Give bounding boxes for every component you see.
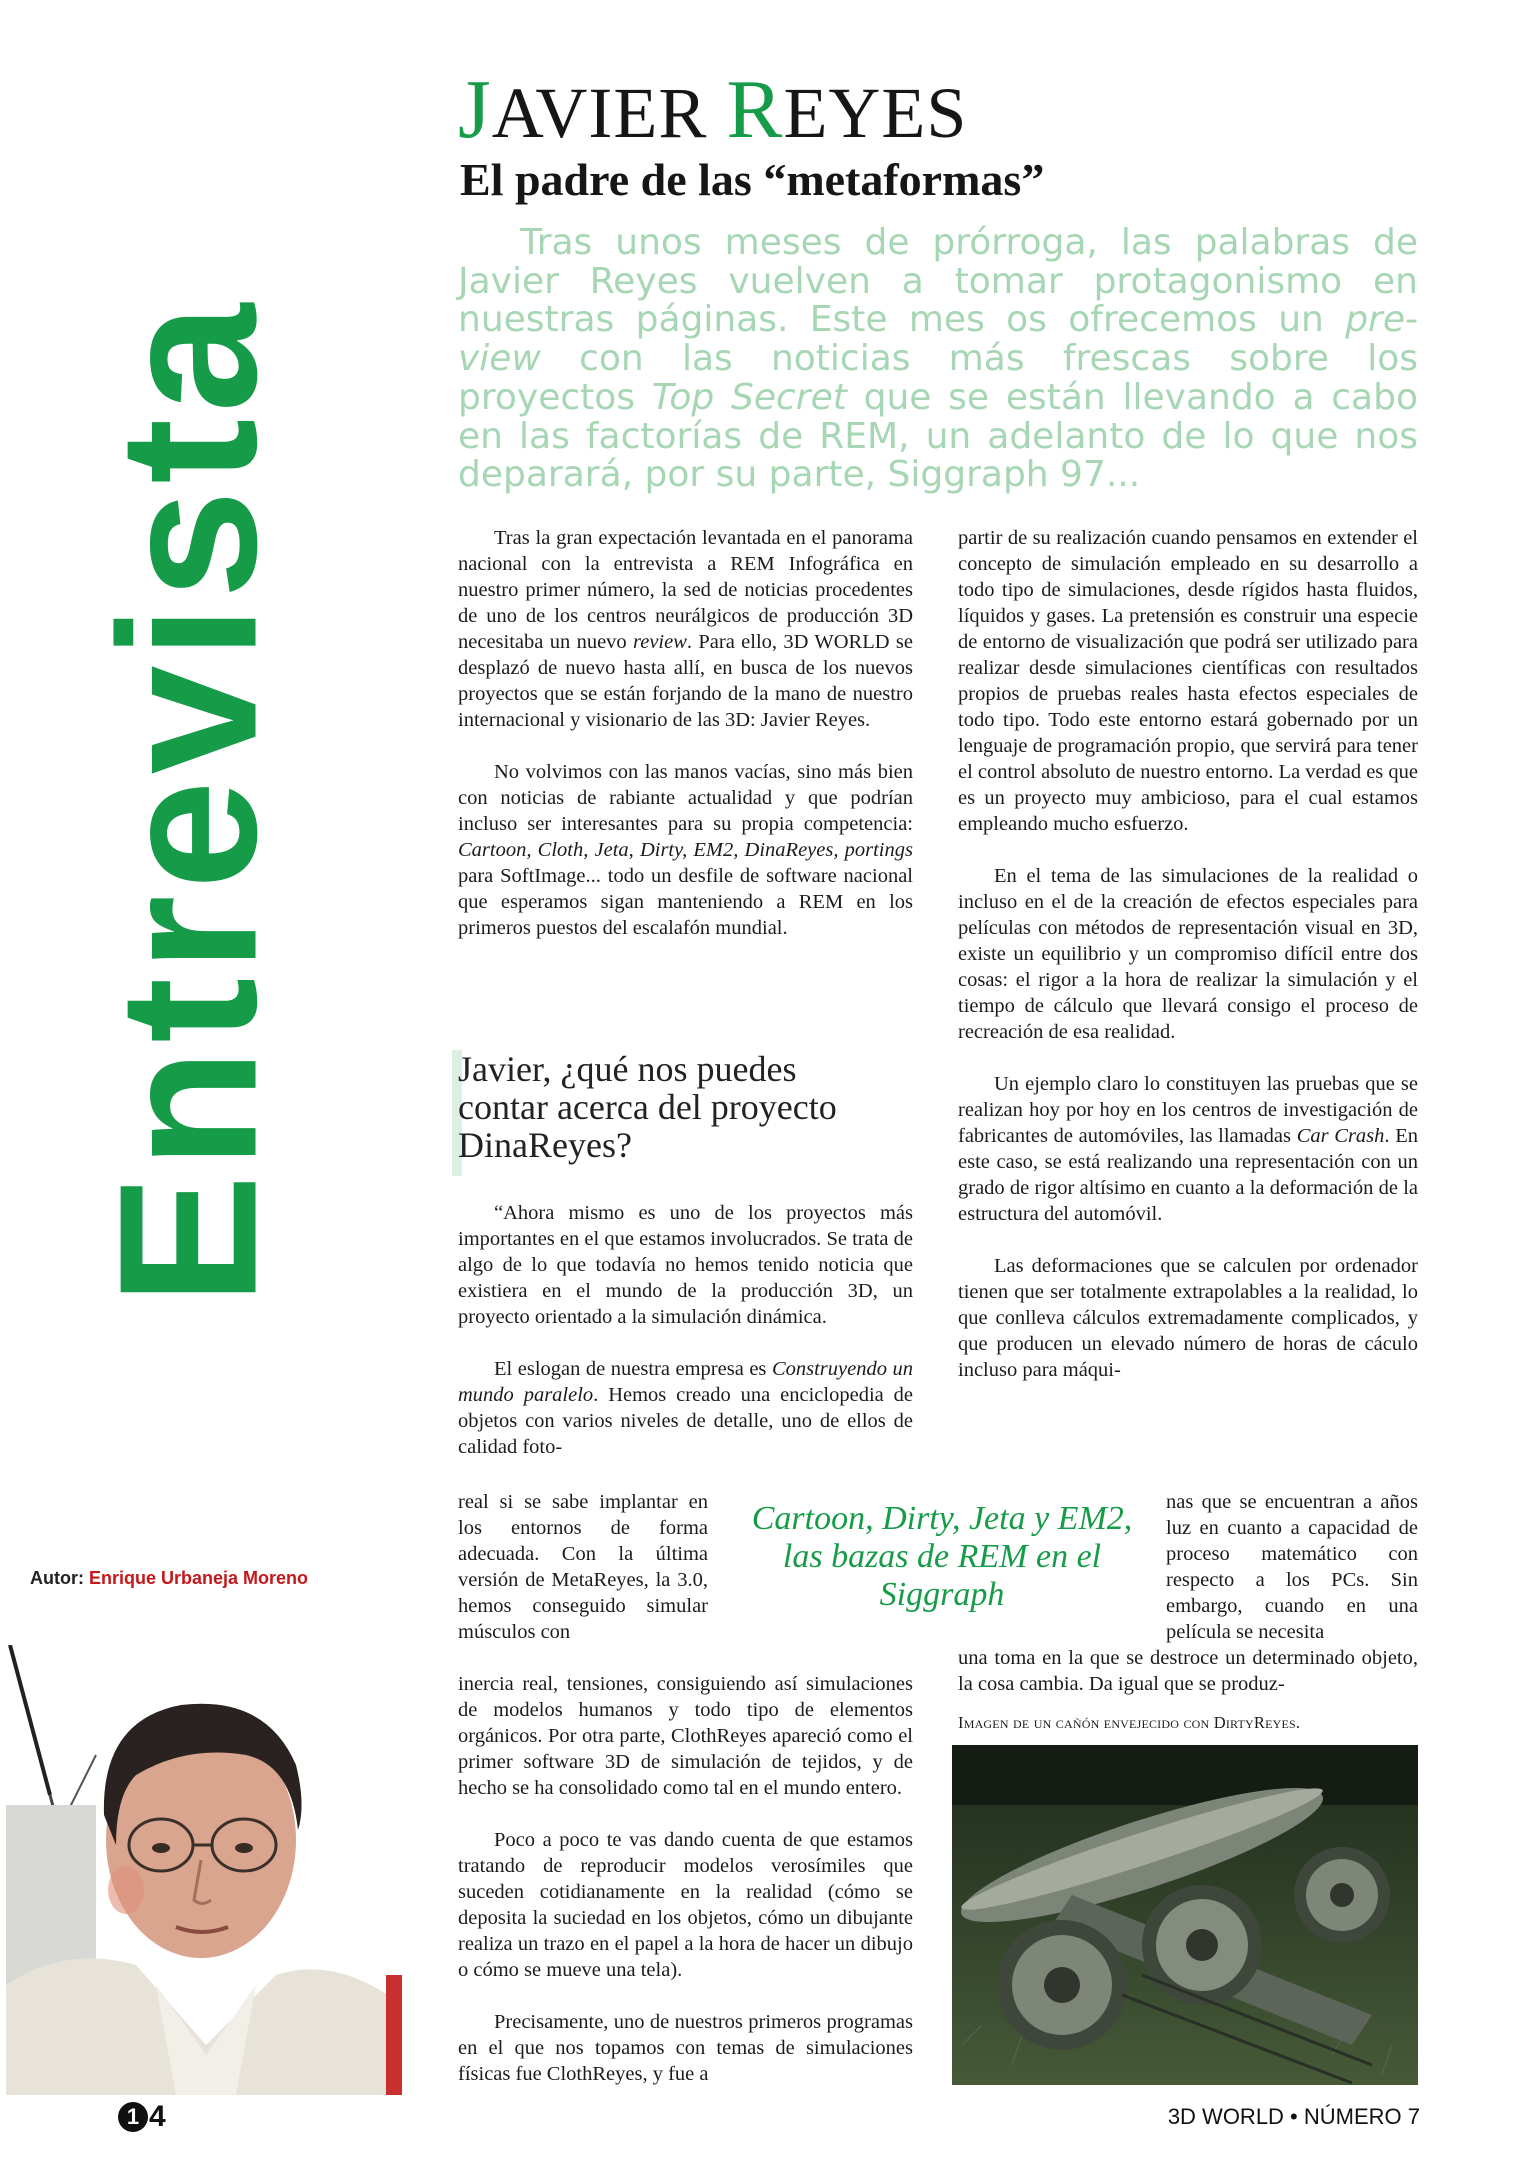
author-label: Autor: (30, 1568, 84, 1588)
right-p5: una toma en la que se destroce un determinado objeto, la cosa cambia. Da igual que se produz- (958, 1647, 1418, 1695)
body-column-right-continued (958, 1645, 1418, 1697)
title-first-rest: AVIER (491, 73, 727, 153)
answer-p4: Poco a poco te vas dando cuenta de que estamos tratando de reproducir modelos verosímiles que suceden cotidianamente en la realidad (cómo se deposita la suciedad en los objetos, cómo un dibujante realiza un trazo en el papel a la hora de hacer un dibujo o cómo se mueve una tela). (458, 1829, 913, 1981)
magazine-issue: 3D WORLD • NÚMERO 7 (1167, 2104, 1420, 2129)
lead-em-2: Top Secret (651, 376, 847, 418)
lead-text-2: con las noticias más frescas sobre los proyectos (458, 338, 1418, 418)
title-initial-j: J (458, 63, 492, 156)
lead-text-3: que se están llevando a cabo en las factorías de REM, un adelanto de lo que nos deparará, por su parte, Siggraph 97... (458, 376, 1418, 496)
intro-p2-em: Cartoon, Cloth, Jeta, Dirty, EM2, DinaReyes, portings (458, 839, 913, 861)
answer-p5: Precisamente, uno de nuestros primeros programas en el que nos topamos con temas de simulaciones físicas fue ClothReyes, y fue a (458, 2011, 913, 2085)
article-title (458, 63, 968, 156)
lead-em-1: pre-view (458, 299, 1418, 380)
wrap-text-left (458, 1489, 708, 1645)
answer-p3: inercia real, tensiones, consiguiendo así simulaciones de modelos humanos y todo tipo de elementos orgánicos. Por otra parte, ClothReyes apareció como el primer software 3D de simulación de tejidos, y de hecho se ha consolidado como tal en el mundo entero. (458, 1673, 913, 1799)
answer-column-left (458, 1200, 913, 1460)
title-initial-r: R (726, 63, 784, 156)
cannon-render-image (952, 1745, 1418, 2085)
author-credit (30, 1568, 390, 1589)
wrap-left-text: real si se sabe implantar en los entornos de forma adecuada. Con la última versión de MetaReyes, la 3.0, hemos conseguido simular músculos con (458, 1491, 708, 1643)
answer-p2-em: Construyendo un mundo paralelo (458, 1358, 913, 1406)
answer-p2-a: El eslogan de nuestra empresa es (494, 1358, 772, 1380)
body-column-left (458, 525, 913, 941)
interviewee-photo (6, 1645, 402, 2095)
intro-p2-a: No volvimos con las manos vacías, sino más bien con noticias de rabiante actualidad y que podrían incluso ser interesantes para su propia competencia: (458, 761, 913, 835)
page-number-digit: 4 (149, 2100, 166, 2133)
answer-p1: “Ahora mismo es uno de los proyectos más importantes en el que estamos involucrados. Se trata de algo de lo que todavía no hemos tenido noticia que existiera en el mundo de la producción 3D, un proyecto orientado a la simulación dinámica. (458, 1202, 913, 1328)
answer-p2-b: . Hemos creado una enciclopedia de objetos con varios niveles de detalle, uno de ellos de calidad foto- (458, 1384, 913, 1458)
intro-p1-a: Tras la gran expectación levantada en el panorama nacional con la entrevista a REM Infográfica en nuestro primer número, la sed de noticias procedentes de uno de los centros neurálgicos de producción 3D necesitaba un nuevo (458, 527, 913, 653)
section-label: Entrevista (78, 297, 298, 1306)
page-number (118, 2100, 166, 2134)
right-p1: partir de su realización cuando pensamos en extender el concepto de simulación empleado en su desarrollo a todo tipo de simulaciones, desde rígidos hasta fluidos, líquidos y gases. La pretensión es construir una especie de entorno de visualización que podrá ser utilizado para realizar desde simulaciones científicas con resultados propios de pruebas reales hasta efectos especiales de todo tipo. Todo este entorno estará gobernado por un lenguaje de programación propio, que servirá para tener el control absoluto de nuestro entorno. La verdad es que es un proyecto muy ambicioso, para el cual estamos empleando mucho esfuerzo. (958, 527, 1418, 835)
wrap-right-text: nas que se encuentran a años luz en cuanto a capacidad de proceso matemático con respecto a los PCs. Sin embargo, cuando en una película se necesita (1166, 1491, 1418, 1643)
caption-text: Imagen de un cañón envejecido con DirtyReyes. (958, 1713, 1301, 1732)
right-p4: Las deformaciones que se calculen por ordenador tienen que ser totalmente extrapolables a la realidad, lo que conlleva cálculos extremadamente complicados, y que producen un elevado número de horas de cáculo incluso para máqui- (958, 1255, 1418, 1381)
article-subtitle: El padre de las “metaformas” (460, 154, 1045, 205)
right-p3-b: . En este caso, se está realizando una representación con un grado de rigor altísimo en cuanto a la deformación de la estructura del automóvil. (958, 1125, 1419, 1225)
lead-paragraph (458, 224, 1418, 495)
author-name: Enrique Urbaneja Moreno (89, 1568, 309, 1588)
body-column-right (958, 525, 1418, 1383)
intro-p1-em: review (633, 631, 687, 653)
answer-column-left-continued (458, 1671, 913, 2087)
right-p3-a: Un ejemplo claro lo constituyen las pruebas que se realizan hoy por hoy en los centros de investigación de fabricantes de automóviles, las llamadas (958, 1073, 1418, 1147)
intro-p2-b: para SoftImage... todo un desfile de software nacional que esperamos sigan manteniendo a REM en los primeros puestos del escalafón mundial. (458, 865, 913, 939)
interview-question: Javier, ¿qué nos puedes contar acerca del proyecto DinaReyes? (458, 1049, 837, 1165)
wrap-text-right (1166, 1489, 1418, 1645)
intro-p1-b: . Para ello, 3D WORLD se desplazó de nuevo hasta allí, en busca de los nuevos proyectos que se están forjando de la mano de nuestro internacional y visionario de las 3D: Javier Reyes. (458, 631, 913, 731)
page-number-circle: 1 (118, 2102, 148, 2132)
portrait-illustration (6, 1645, 402, 2095)
pull-quote: Cartoon, Dirty, Jeta y EM2, las bazas de REM en el Siggraph (751, 1500, 1133, 1613)
title-last-rest: EYES (783, 73, 968, 153)
right-p2: En el tema de las simulaciones de la realidad o incluso en el de la creación de efectos especiales para películas con métodos de representación visual en 3D, existe un equilibrio y un compromiso difícil entre dos cosas: el rigor a la hora de realizar la simulación y el tiempo de cálculo que llevará consigo el proceso de recreación de esa realidad. (958, 865, 1418, 1043)
right-p3-em: Car Crash (1296, 1125, 1385, 1147)
figure-caption (958, 1713, 1418, 1733)
cannon-illustration (952, 1745, 1418, 2085)
lead-text-1: Tras unos meses de prórroga, las palabras de Javier Reyes vuelven a tomar protagonismo en nuestras páginas. Este mes os ofrecemos un (458, 222, 1418, 341)
